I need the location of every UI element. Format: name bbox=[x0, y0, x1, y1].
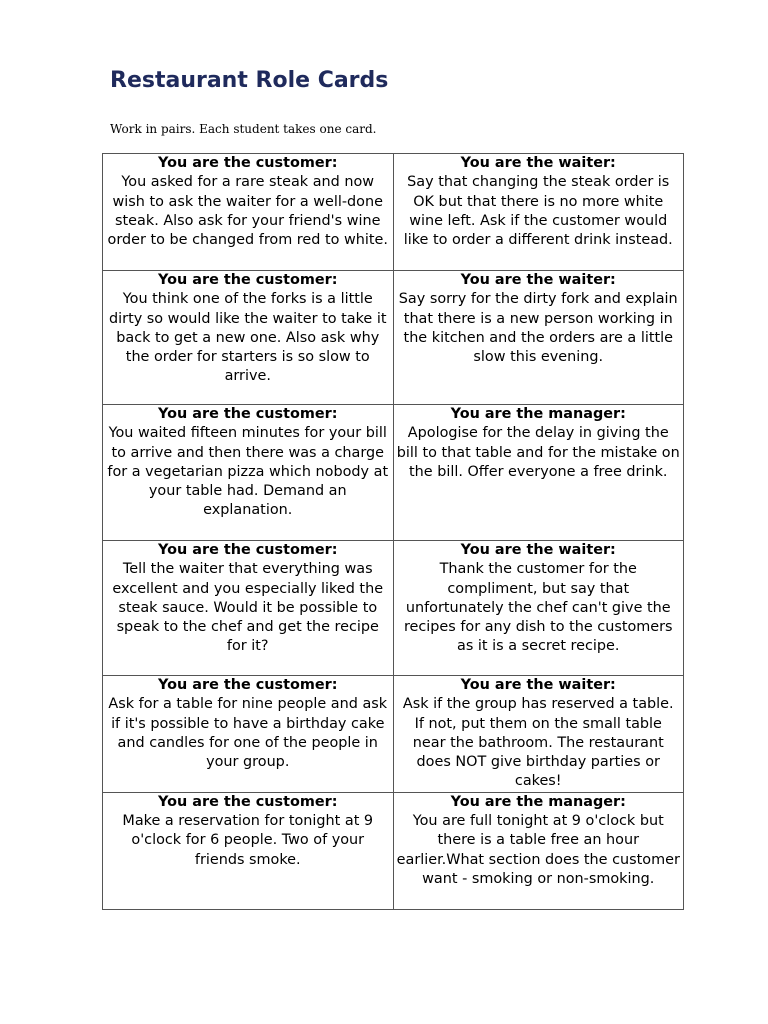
role-instructions: You waited fifteen minutes for your bill to arrive and then there was a charge for a vegetarian pizza which nobody at your table had. Demand an explanation. bbox=[107, 425, 389, 519]
role-heading: You are the waiter: bbox=[460, 542, 616, 558]
role-heading: You are the customer: bbox=[158, 406, 338, 422]
role-instructions: You think one of the forks is a little dirty so would like the waiter to take it back to get a new one. Also ask why the order for starters is so slow to arrive. bbox=[109, 291, 387, 385]
role-card bbox=[393, 792, 684, 909]
role-card bbox=[103, 792, 394, 909]
role-card bbox=[393, 271, 684, 405]
role-heading: You are the waiter: bbox=[460, 272, 616, 288]
role-heading: You are the manager: bbox=[450, 793, 626, 810]
role-instructions: Tell the waiter that everything was excellent and you especially liked the steak sauce. Would it be possible to speak to the chef and get the recipe for it? bbox=[112, 561, 384, 655]
role-heading: You are the customer: bbox=[158, 677, 338, 693]
role-heading: You are the waiter: bbox=[460, 155, 616, 171]
role-card bbox=[393, 154, 684, 271]
role-card bbox=[393, 541, 684, 676]
role-heading: You are the customer: bbox=[158, 542, 338, 558]
role-card bbox=[103, 154, 394, 271]
role-card bbox=[103, 541, 394, 676]
role-card bbox=[103, 405, 394, 541]
role-instructions: Thank the customer for the compliment, but say that unfortunately the chef can't give the recipes for any dish to the customers as it is a secret recipe. bbox=[403, 561, 673, 655]
role-instructions: Say that changing the steak order is OK but that there is no more white wine left. Ask if the customer would like to order a different drink instead. bbox=[403, 174, 673, 249]
instructions: Work in pairs. Each student takes one card. bbox=[110, 122, 377, 136]
role-heading: You are the customer: bbox=[158, 793, 338, 810]
table-row bbox=[103, 405, 684, 541]
role-instructions: You are full tonight at 9 o'clock but there is a table free an hour earlier.What section does the customer want - smoking or non-smoking. bbox=[396, 813, 680, 887]
table-row bbox=[103, 541, 684, 676]
table-row bbox=[103, 271, 684, 405]
role-instructions: You asked for a rare steak and now wish to ask the waiter for a well-done steak. Also ask for your friend's wine order to be changed from red to white. bbox=[107, 174, 388, 249]
role-instructions: Make a reservation for tonight at 9 o'clock for 6 people. Two of your friends smoke. bbox=[122, 813, 374, 868]
role-heading: You are the customer: bbox=[158, 272, 338, 288]
table-row bbox=[103, 154, 684, 271]
role-card bbox=[393, 405, 684, 541]
page-title: Restaurant Role Cards bbox=[110, 68, 389, 93]
role-instructions: Ask if the group has reserved a table. If not, put them on the small table near the bathroom. The restaurant does NOT give birthday parties or cakes! bbox=[402, 696, 674, 790]
role-heading: You are the waiter: bbox=[460, 677, 616, 693]
role-cards-table bbox=[102, 153, 684, 910]
role-instructions: Apologise for the delay in giving the bill to that table and for the mistake on the bill. Offer everyone a free drink. bbox=[396, 425, 680, 480]
role-card bbox=[393, 676, 684, 793]
role-heading: You are the manager: bbox=[450, 406, 626, 422]
table-row bbox=[103, 792, 684, 909]
role-heading: You are the customer: bbox=[158, 155, 338, 171]
role-card bbox=[103, 271, 394, 405]
table-row bbox=[103, 676, 684, 793]
role-instructions: Ask for a table for nine people and ask if it's possible to have a birthday cake and candles for one of the people in your group. bbox=[108, 696, 388, 771]
role-card bbox=[103, 676, 394, 793]
role-instructions: Say sorry for the dirty fork and explain that there is a new person working in the kitchen and the orders are a little slow this evening. bbox=[398, 291, 678, 366]
